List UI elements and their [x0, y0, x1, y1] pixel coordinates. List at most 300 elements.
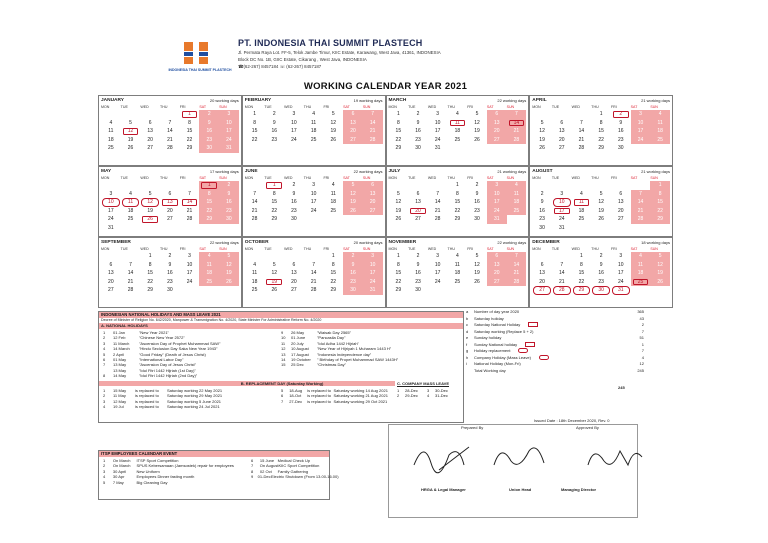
working-days: 19 working days [353, 98, 383, 103]
day-cell: 18 [507, 198, 527, 207]
working-days: 22 working days [353, 169, 383, 174]
day-cell: 19 [219, 269, 239, 278]
day-cell: 1 [396, 111, 400, 117]
day-cell: 1 [331, 253, 335, 259]
day-cell: 10 [618, 261, 624, 268]
day-cell: 24 [487, 207, 507, 216]
empty-cell [532, 110, 552, 119]
letterhead [98, 30, 673, 80]
weekday-label: SUN [650, 247, 658, 251]
month-name: MAY [101, 169, 112, 174]
day-cell: 8 [396, 261, 400, 268]
day-cell: 15 [199, 198, 219, 207]
list-cell: 17 August [291, 351, 309, 357]
day-cell: 11 [454, 261, 460, 268]
day-cell: 19 [147, 207, 153, 214]
day-cell: 6 [343, 110, 363, 119]
day-cell: 19 [127, 136, 134, 143]
day-cell: 21 [310, 278, 317, 285]
weekday-label: MON [388, 247, 397, 251]
legend-value: 7 [641, 348, 644, 353]
weekday-label: THU [303, 105, 312, 109]
day-cell: 9 [540, 199, 544, 205]
weekday-label: MON [244, 105, 254, 109]
day-cell: 4 [199, 252, 219, 261]
day-cell: 21 [186, 207, 193, 214]
day-cell: 11 [108, 128, 114, 134]
empty-cell [101, 252, 121, 261]
weekday-label: TUE [264, 247, 272, 251]
month-name: MARCH [388, 98, 407, 103]
mass-leave-list [395, 388, 463, 399]
weekday-label: FRI [610, 176, 617, 180]
weekday-label: TUE [551, 176, 560, 180]
list-cell: 9 [281, 330, 284, 335]
section-a-title: A. NATIONAL HOLIDAYS [99, 323, 463, 328]
day-cell: 25 [578, 216, 585, 222]
day-cell: 29 [598, 145, 604, 151]
day-cell: 10 [291, 119, 297, 126]
day-cell: 29 [186, 145, 193, 151]
list-cell: On March [112, 458, 131, 463]
day-cell: 17 [363, 269, 383, 278]
empty-cell [245, 181, 265, 190]
list-cell: 13 May [113, 362, 127, 368]
month-name: FEBRUARY [244, 98, 272, 103]
weekday-label: SUN [219, 176, 227, 180]
day-cell: 24 [434, 136, 441, 143]
list-cell: Employees Dinner fasting month [136, 474, 195, 480]
sign-2-title: Union Head [509, 487, 532, 492]
day-cell: 25 [454, 136, 461, 143]
day-cell: 23 [618, 136, 624, 143]
working-days: 17 working days [209, 169, 239, 174]
day-cell: 18 [454, 128, 461, 134]
day-cell: 12 [539, 128, 545, 134]
legend-text: Holiday replacement [474, 348, 614, 355]
list-cell: 02 Oct [259, 468, 272, 474]
day-cell: 7 [507, 110, 527, 119]
weekday-label: FRI [467, 105, 473, 109]
day-cell: 18 [454, 270, 461, 276]
day-cell: 12 [343, 190, 363, 199]
empty-cell [101, 110, 121, 119]
month-name: JUNE [244, 169, 258, 174]
day-grid [389, 252, 527, 295]
day-cell: 1 [199, 181, 219, 190]
day-cell: 26 [474, 136, 480, 143]
day-cell: 16 [618, 128, 624, 134]
day-cell: 5 [599, 190, 603, 197]
day-cell: 21 [558, 278, 565, 285]
events-block [98, 450, 339, 500]
day-cell: 25 [631, 278, 651, 287]
list-cell: "Waisak Day 2565" [317, 330, 352, 335]
day-cell: 1 [650, 181, 670, 190]
list-cell: 2 [103, 393, 106, 399]
day-cell: 27 [532, 286, 552, 295]
empty-cell [160, 181, 180, 190]
weekday-label: THU [591, 247, 599, 251]
weekday-label: SAT [343, 176, 350, 180]
weekday-label: FRI [467, 247, 473, 251]
weekday-label: MON [244, 176, 254, 180]
weekday-label: THU [447, 176, 455, 180]
day-cell: 26 [650, 278, 670, 287]
list-cell: 27-Dec [289, 398, 303, 404]
day-cell: 17 [291, 128, 297, 134]
day-cell: 8 [650, 190, 670, 199]
day-cell: 20 [291, 278, 297, 285]
list-cell: "Pancasila Day" [317, 335, 346, 341]
events-list-left [101, 458, 251, 485]
sign-1-title: HRGA & Legal Manager [421, 487, 466, 492]
day-cell: 20 [539, 278, 545, 285]
weekday-label: TUE [264, 105, 272, 109]
day-cell: 24 [558, 216, 565, 222]
day-cell: 23 [219, 207, 239, 216]
day-cell: 19 [539, 136, 545, 143]
day-cell: 9 [292, 190, 296, 197]
day-cell: 29 [199, 215, 219, 224]
day-cell: 12 [474, 119, 480, 126]
weekday-label: SUN [219, 247, 227, 251]
day-cell: 25 [127, 216, 134, 222]
list-cell: 18-Oct [289, 393, 302, 399]
day-cell: 9 [199, 119, 219, 128]
day-cell: 22 [395, 136, 402, 143]
day-cell: 30 [415, 145, 421, 151]
list-cell: 31-Dec [435, 393, 448, 399]
list-cell: 2 [103, 463, 106, 469]
day-grid [389, 110, 527, 153]
weekday-label: WED [427, 105, 437, 109]
day-cell: 23 [167, 278, 173, 285]
day-cell: 6 [560, 119, 564, 126]
list-row [279, 399, 399, 404]
legend-key: c [466, 322, 468, 327]
empty-cell [304, 252, 324, 261]
day-cell: 8 [148, 261, 152, 268]
weekday-label: FRI [323, 247, 330, 251]
day-cell: 5 [148, 190, 152, 197]
day-cell: 13 [160, 198, 180, 207]
list-cell: 19 Jul [113, 404, 124, 410]
day-cell: 10 [487, 190, 507, 199]
day-cell: 11 [507, 190, 527, 199]
weekday-label: MON [388, 105, 397, 109]
signature-2-icon [489, 437, 549, 473]
day-cell: 1 [148, 253, 152, 259]
day-cell: 6 [292, 261, 296, 268]
empty-cell [631, 181, 651, 190]
weekday-label: THU [160, 105, 168, 109]
day-cell: 2 [416, 253, 420, 259]
list-cell: 26 May [291, 330, 305, 335]
month-header [389, 97, 527, 104]
day-cell: 17 [186, 270, 193, 276]
list-cell: 25 Dec [291, 362, 304, 368]
legend-swatch [539, 355, 549, 360]
legend-text: Total Working day [474, 367, 506, 373]
list-cell: 6 [251, 458, 254, 463]
list-cell: 10 August [291, 346, 309, 352]
day-cell: 5 [650, 252, 670, 261]
weekday-label: SUN [650, 176, 658, 180]
day-cell: 7 [560, 261, 564, 268]
day-cell: 4 [580, 190, 583, 197]
day-cell: 12 [650, 261, 670, 270]
day-cell: 17 [618, 270, 624, 276]
day-cell: 18 [310, 128, 317, 134]
list-cell: 3 [103, 398, 106, 404]
weekday-label: SAT [486, 247, 494, 251]
day-cell: 11 [448, 119, 468, 128]
list-cell: Saturday working 22 May 2021 [167, 388, 223, 393]
day-cell: 17 [108, 207, 114, 214]
list-cell: 11 [281, 340, 286, 346]
day-cell: 22 [147, 278, 153, 285]
day-cell: 16 [219, 198, 239, 207]
day-cell: 20 [147, 136, 153, 143]
weekday-label: TUE [120, 105, 128, 109]
day-cell: 31 [611, 286, 631, 295]
weekday-label: WED [140, 105, 149, 109]
company-name: PT. INDONESIA THAI SUMMIT PLASTECH [238, 38, 423, 48]
day-cell: 30 [167, 287, 173, 293]
weekday-label: TUE [264, 176, 272, 180]
day-cell: 19 [650, 269, 670, 278]
day-cell: 29 [330, 287, 337, 293]
day-cell: 11 [631, 261, 651, 270]
day-cell: 26 [343, 207, 363, 216]
day-cell: 5 [475, 253, 479, 259]
day-cell: 1 [580, 253, 583, 259]
list-cell: 3 [427, 388, 430, 393]
weekday-label: SAT [486, 176, 494, 180]
day-cell: 9 [475, 190, 479, 197]
list-cell: "New Year of Hijriyah 1 Muharam 1443 H" [317, 346, 392, 352]
day-cell: 6 [619, 190, 623, 197]
day-cell: 18 [199, 269, 219, 278]
day-cell: 17 [552, 207, 572, 216]
day-cell: 30 [199, 144, 219, 153]
replacement-list-right [279, 388, 399, 404]
weekday-label: THU [303, 247, 312, 251]
legend-value: 245 [637, 367, 644, 373]
empty-cell [245, 252, 265, 261]
day-cell: 5 [272, 261, 276, 268]
empty-cell [121, 181, 141, 190]
day-cell: 6 [487, 252, 507, 261]
day-cell: 9 [343, 261, 363, 270]
day-cell: 15 [454, 199, 461, 205]
calendar-title: WORKING CALENDAR YEAR 2021 [303, 81, 468, 92]
list-cell: 6 [103, 356, 106, 362]
day-cell: 10 [310, 190, 317, 197]
day-cell: 8 [396, 119, 400, 126]
weekday-label: SAT [343, 105, 350, 109]
legend-value: 4 [641, 354, 644, 360]
month-name: JULY [388, 169, 401, 174]
legend-text: Company Holiday (Mass Leave) [474, 355, 614, 362]
legend-total: 245 [618, 385, 625, 390]
list-cell: 14 May [113, 373, 127, 379]
weekday-label: FRI [179, 176, 186, 180]
list-cell: 20 July [291, 340, 304, 346]
day-cell: 26 [395, 216, 402, 222]
day-cell: 18 [330, 199, 337, 205]
day-cell: 3 [560, 190, 564, 197]
day-cell: 19 [474, 128, 480, 134]
weekday-label: WED [140, 176, 149, 180]
day-cell: 27 [558, 145, 565, 151]
weekday-label: MON [532, 247, 541, 251]
day-cell: 4 [631, 252, 651, 261]
empty-cell [552, 110, 572, 119]
list-cell: 7 May [112, 479, 124, 485]
list-cell: Saturday working 21 Aug 2021 [333, 393, 388, 399]
phone-line: ☎(62-267) 8457184 ☏ (62-267) 8457187 [238, 64, 322, 69]
day-cell: 19 [330, 128, 337, 134]
legend-key: e [466, 335, 469, 340]
day-cell: 14 [127, 270, 134, 276]
day-cell: 25 [454, 278, 461, 285]
day-cell: 15 [147, 270, 153, 276]
day-cell: 22 [199, 207, 219, 216]
day-cell: 5 [343, 181, 363, 190]
day-cell: 1 [264, 181, 284, 190]
list-cell: 14 March [113, 346, 130, 352]
day-cell: 14 [251, 199, 258, 205]
day-cell: 29 [454, 216, 461, 222]
weekday-label: SAT [630, 247, 638, 251]
list-cell: 3 [103, 340, 106, 346]
day-cell: 21 [127, 278, 134, 285]
list-cell: ITSP Sport Competition [136, 458, 179, 463]
list-cell: 9 [251, 474, 254, 480]
day-cell: 31 [434, 145, 441, 151]
working-days: 21 working days [641, 98, 670, 103]
day-cell: 4 [129, 190, 132, 197]
day-cell: 2 [599, 253, 603, 259]
legend-swatch [528, 322, 538, 327]
day-cell: 29 [147, 287, 153, 293]
day-cell: 16 [271, 128, 278, 134]
list-cell: "Idul Fitri 1442 Hijriah (2nd Day)" [139, 373, 198, 379]
day-cell: 3 [109, 190, 113, 197]
list-cell: 8 [103, 373, 106, 379]
day-cell: 10 [552, 198, 572, 207]
weekday-label: WED [571, 176, 580, 180]
day-cell: 4 [507, 181, 527, 190]
day-cell: 5 [331, 111, 335, 117]
day-cell: 7 [363, 110, 383, 119]
legend-value: 2 [641, 322, 644, 327]
empty-cell [284, 252, 304, 261]
day-cell: 13 [487, 119, 507, 128]
weekday-label: MON [101, 105, 110, 109]
list-cell: 19 October [291, 356, 311, 362]
list-cell: 4 [427, 393, 430, 399]
day-cell: 23 [199, 136, 219, 145]
weekday-label: MON [101, 247, 110, 251]
empty-cell [611, 181, 631, 190]
day-cell: 27 [487, 278, 507, 287]
day-cell: 27 [291, 287, 297, 293]
weekday-label: SAT [199, 247, 207, 251]
list-cell: Saturday working 29 Oct 2021 [333, 398, 388, 404]
day-cell: 27 [618, 216, 624, 222]
day-cell: 3 [292, 111, 296, 117]
legend-text: Sunday holiday [474, 335, 502, 340]
day-cell: 29 [395, 145, 402, 151]
day-cell: 14 [631, 198, 651, 207]
day-cell: 29 [271, 216, 278, 222]
list-cell: 4 [103, 346, 106, 352]
day-grid [245, 110, 383, 144]
day-cell: 3 [436, 111, 440, 117]
month-header [389, 239, 527, 246]
day-cell: 18 [251, 278, 258, 285]
list-cell: 01 May [113, 356, 127, 362]
weekday-label: WED [571, 247, 580, 251]
empty-cell [572, 181, 592, 190]
day-cell: 6 [363, 181, 383, 190]
approved-label: Approved By [576, 425, 599, 430]
weekday-label: FRI [179, 105, 186, 109]
legend [466, 309, 673, 374]
list-cell: 7 [281, 398, 284, 404]
list-cell: is replaced to [135, 398, 159, 404]
day-cell: 13 [291, 270, 297, 276]
list-cell: Saturday working 24 Jul 2021 [167, 404, 220, 410]
list-cell: 5 [103, 351, 106, 357]
working-days: 22 working days [497, 240, 527, 245]
day-cell: 21 [434, 207, 441, 214]
day-cell: 17 [434, 270, 441, 276]
day-cell: 7 [168, 119, 172, 126]
day-cell: 28 [507, 278, 527, 287]
day-cell: 3 [619, 253, 623, 259]
day-cell: 28 [552, 286, 572, 295]
list-cell: 11 May [113, 393, 126, 399]
day-cell: 1 [396, 253, 400, 259]
day-cell: 20 [487, 269, 507, 278]
list-cell: 7 [251, 463, 254, 469]
empty-cell [572, 110, 592, 119]
day-cell: 23 [291, 207, 297, 214]
weekday-label: SAT [199, 105, 207, 109]
legend-value: 365 [637, 309, 644, 314]
day-cell: 2 [540, 190, 544, 197]
day-cell: 22 [251, 136, 258, 143]
list-cell: 30 April [112, 468, 127, 474]
day-cell: 8 [580, 261, 583, 268]
day-cell: 14 [310, 270, 317, 276]
day-cell: 4 [455, 253, 459, 259]
month-header [101, 168, 239, 175]
list-cell: 8 [251, 468, 254, 474]
empty-cell [532, 252, 552, 261]
list-cell: Saturday working 29 May 2021 [167, 393, 223, 399]
day-cell: 28 [507, 136, 527, 145]
month-april [529, 95, 673, 166]
day-cell: 3 [363, 252, 383, 261]
list-cell: 1 [103, 330, 106, 335]
section-c-title: C. COMPANY MASS LEAVE [395, 381, 463, 386]
day-cell: 7 [580, 119, 583, 126]
